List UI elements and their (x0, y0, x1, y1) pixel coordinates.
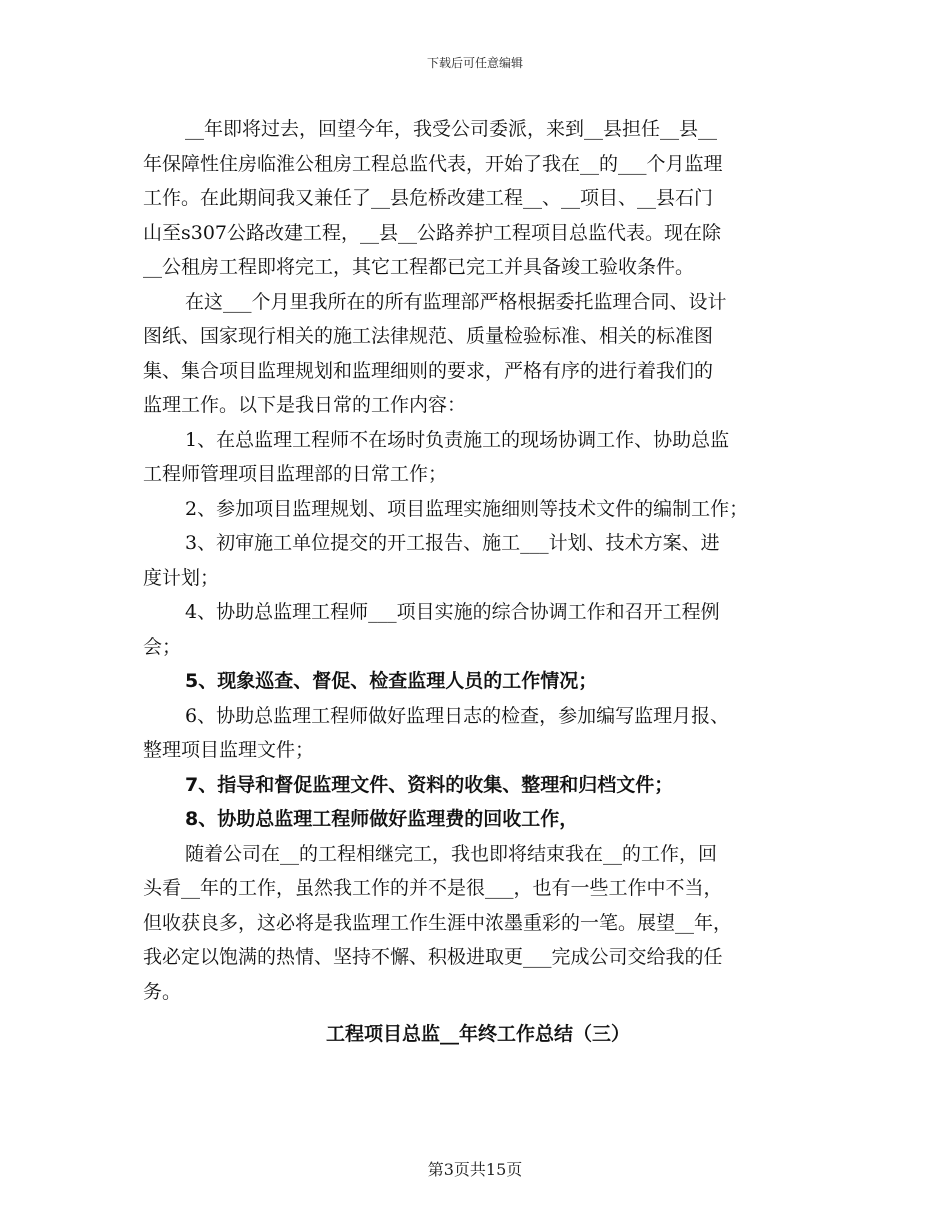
paragraph-line: 头看__年的工作，虽然我工作的并不是很___，也有一些工作中不当， (143, 877, 723, 899)
list-item-line-bold: 8、协助总监理工程师做好监理费的回收工作， (185, 808, 579, 830)
paragraph-line: 图纸、国家现行相关的施工法律规范、质量检验标准、相关的标准图 (143, 325, 714, 347)
section-title: 工程项目总监__年终工作总结（三） (325, 1023, 630, 1045)
paragraph-line: 山至s307公路改建工程，__县__公路养护工程项目总监代表。现在除 (143, 221, 722, 244)
list-item-line: 2、参加项目监理规划、项目监理实施细则等技术文件的编制工作； (185, 497, 749, 520)
paragraph-line: __年即将过去，回望今年，我受公司委派，来到__县担任__县__ (185, 118, 718, 140)
paragraph-line: 集、集合项目监理规划和监理细则的要求，严格有序的进行着我们的 (143, 359, 714, 382)
list-item-line: 整理项目监理文件； (143, 739, 315, 761)
list-item-line: 1、在总监理工程师不在场时负责施工的现场协调工作、协助总监 (185, 428, 730, 451)
paragraph-line: __公租房工程即将完工，其它工程都已完工并具备竣工验收条件。 (143, 256, 695, 278)
list-item-line: 度计划； (143, 566, 220, 589)
page-header: 下载后可任意编辑 (426, 56, 523, 70)
list-item-line: 6、协助总监理工程师做好监理日志的检查，参加编写监理月报、 (185, 704, 730, 727)
paragraph-line: 年保障性住房临淮公租房工程总监代表，开始了我在__的___个月监理 (143, 152, 723, 175)
paragraph-line: 监理工作。以下是我日常的工作内容： (143, 394, 467, 416)
document-body (143, 112, 813, 1052)
paragraph-line: 但收获良多，这必将是我监理工作生涯中浓墨重彩的一笔。展望__年， (143, 911, 733, 934)
paragraph-line: 工作。在此期间我又兼任了__县危桥改建工程__、__项目、__县石门 (143, 187, 714, 209)
paragraph-line: 务。 (143, 980, 182, 1003)
page-footer: 第3页共15页 (427, 1160, 523, 1179)
paragraph-line: 随着公司在__的工程相继完工，我也即将结束我在__的工作，回 (185, 842, 718, 865)
paragraph-line: 我必定以饱满的热情、坚持不懈、积极进取更___完成公司交给我的任 (143, 946, 723, 968)
list-item-line: 会； (143, 635, 182, 658)
list-item-line-bold: 5、现象巡查、督促、检查监理人员的工作情况； (185, 670, 598, 692)
list-item-line: 工程师管理项目监理部的日常工作； (143, 463, 448, 485)
list-item-line: 4、协助总监理工程师___项目实施的综合协调工作和召开工程例 (185, 601, 720, 623)
paragraph-line: 在这___个月里我所在的所有监理部严格根据委托监理合同、设计 (185, 290, 727, 313)
list-item-line-bold: 7、指导和督促监理文件、资料的收集、整理和归档文件； (185, 773, 674, 796)
list-item-line: 3、初审施工单位提交的开工报告、施工___计划、技术方案、进 (185, 532, 720, 554)
